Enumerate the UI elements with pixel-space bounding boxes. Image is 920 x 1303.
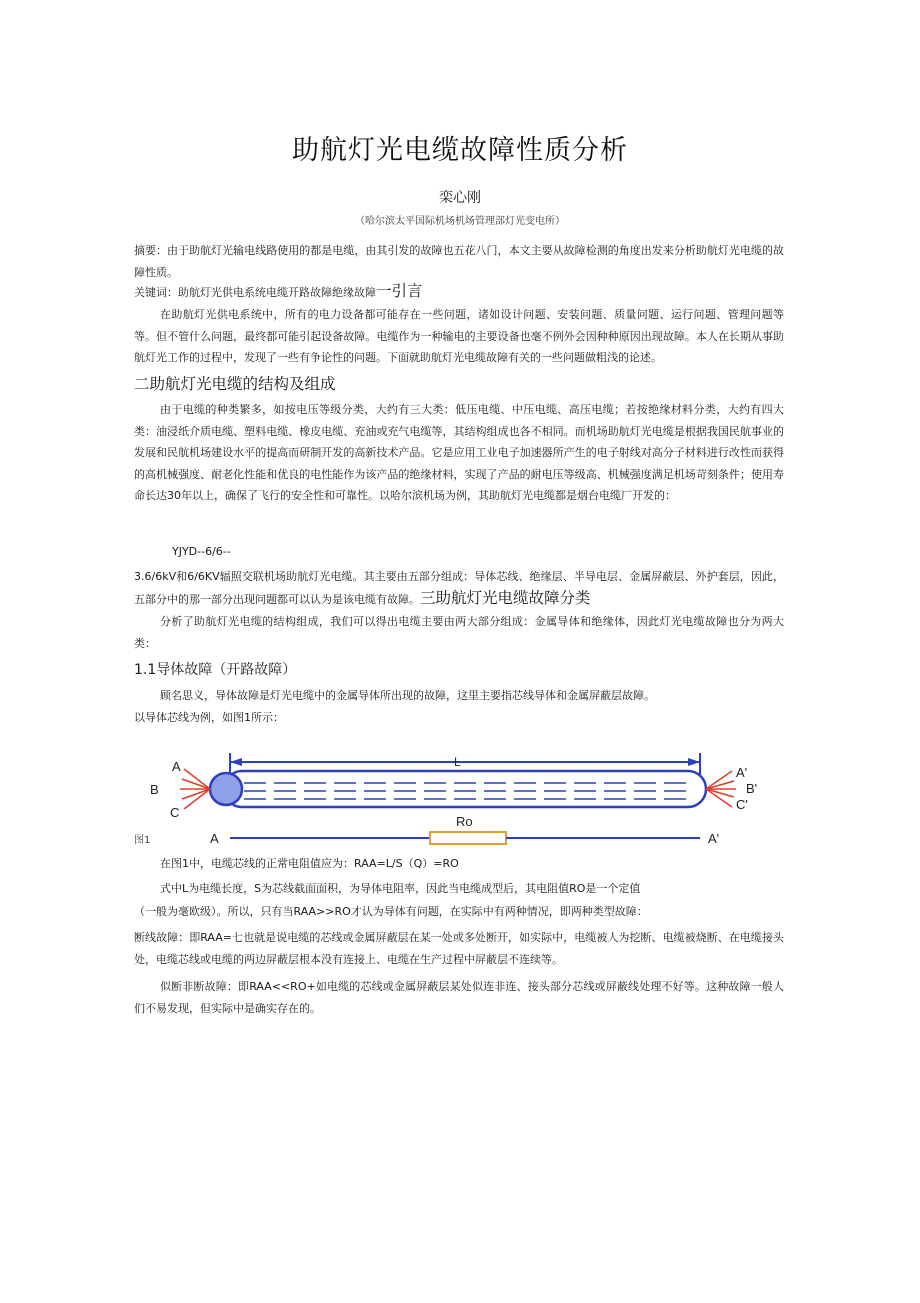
figure-intro: 以导体芯线为例，如图1所示： bbox=[134, 711, 284, 724]
figure-1-cable-diagram bbox=[134, 745, 774, 845]
section-1-paragraph: 在助航灯光供电系统中，所有的电力设备都可能存在一些问题，诸如设计问题、安装问题、质量问题、运行问题、管理问题等等。但不管什么问题，最终都可能引起设备故障。电缆作为一种输电的主要设备也毫不例外会因种种原因出现故障。本人在长期从事助航灯光工作的过程中，发现了一些有争论性的问题。下面就助航灯光电缆故障有关的一些问题做粗浅的论述。 bbox=[134, 308, 784, 364]
label-B-left: B bbox=[150, 782, 159, 797]
label-C-right: C' bbox=[736, 797, 748, 812]
length-arrow-right-head bbox=[688, 758, 700, 766]
length-label: L bbox=[454, 755, 461, 769]
keywords-line bbox=[134, 281, 784, 304]
label-A-right: A' bbox=[736, 765, 748, 780]
label-C-left: C bbox=[170, 805, 180, 820]
break-fault-paragraph: 断线故障：即RAA=七也就是说电缆的芯线或金属屏蔽层在某一处或多处断开，如实际中，电缆被人为挖断、电缆被烧断、在电缆接头处，电缆芯线或电缆的两边屏蔽层根本没有连接上、电缆在生产过程中屏蔽层不连续等。 bbox=[134, 931, 784, 966]
resistance-paragraph: 在图1中，电缆芯线的正常电阻值应为：RAA=L/S（Q）=RO bbox=[160, 857, 459, 870]
page-title: 助航灯光电缆故障性质分析 bbox=[292, 135, 628, 166]
cable-model-paragraph bbox=[134, 566, 784, 610]
keywords: 关键词：助航灯光供电系统电缆开路故障绝缘故障 bbox=[134, 286, 376, 299]
formula-explanation: 式中L为电缆长度，S为芯线截面面积，为导体电阻率，因此当电缆成型后，其电阻值RO是一个定值 bbox=[160, 882, 641, 895]
label-B-right: B' bbox=[746, 781, 758, 796]
formula-explanation-cont: （一般为毫欧级）。所以，只有当RAA>>RO才认为导体有问题，在实际中有两种情况，即两种类型故障： bbox=[134, 905, 648, 918]
subsection-1-1-paragraph: 顾名思义，导体故障是灯光电缆中的金属导体所出现的故障，这里主要指芯线导体和金属屏蔽层故障。 bbox=[160, 689, 655, 702]
section-2-title: 二助航灯光电缆的结构及组成 bbox=[134, 375, 336, 393]
cable-body bbox=[224, 771, 706, 807]
resistor-label: Ro bbox=[456, 814, 473, 829]
bottom-label-A-prime: A' bbox=[708, 831, 720, 845]
section-3-title: 三助航灯光电缆故障分类 bbox=[420, 588, 591, 607]
author: 栾心刚 bbox=[439, 190, 481, 206]
near-break-fault-paragraph: 似断非断故障：即RAA<<RO+如电缆的芯线或金属屏蔽层某处似连非连、接头部分芯线或屏蔽线处理不好等。这种故障一般人们不易发现，但实际中是确实存在的。 bbox=[134, 980, 784, 1015]
affiliation: （哈尔滨太平国际机场机场管理部灯光变电所） bbox=[355, 216, 565, 227]
abstract: 摘要：由于助航灯光输电线路使用的都是电缆，由其引发的故障也五花八门，本文主要从故障检测的角度出发来分析助航灯光电缆的故障性质。 bbox=[134, 244, 784, 279]
resistor bbox=[430, 832, 506, 844]
figure-caption: 图1 bbox=[134, 831, 154, 846]
cable-core-end bbox=[210, 773, 242, 805]
right-red-rays bbox=[706, 771, 736, 807]
bottom-label-A: A bbox=[210, 831, 219, 845]
cable-model: YJYD--6/6-- bbox=[172, 545, 231, 558]
label-A-left: A bbox=[172, 759, 181, 774]
section-1-title: 一引言 bbox=[376, 282, 423, 300]
model-description: 3.6/6kV和6/6KV辐照交联机场助航灯光电缆。其主要由五部分组成：导体芯线、绝缘层、半导电层、金属屏蔽层、外护套层，因此，五部分中的那一部分出现问题都可以认为是该电缆有故障。 bbox=[134, 570, 784, 606]
section-3-paragraph: 分析了助航灯光电缆的结构组成，我们可以得出电缆主要由两大部分组成：金属导体和绝缘体，因此灯光电缆故障也分为两大类： bbox=[134, 615, 784, 650]
left-red-rays bbox=[180, 769, 210, 809]
length-arrow-left-head bbox=[230, 758, 242, 766]
section-2-paragraph: 由于电缆的种类繁多，如按电压等级分类，大约有三大类：低压电缆、中压电缆、高压电缆；若按绝缘材料分类，大约有四大类：油浸纸介质电缆、塑料电缆、橡皮电缆、充油或充气电缆等，其结构组成也各不相同。而机场助航灯光电缆是根据我国民航事业的发展和民航机场建设水平的提高而研制开发的高新技术产品。它是应用工业电子加速器所产生的电子射线对高分子材料进行改性而获得的高机械强度、耐老化性能和优良的电性能作为该产品的绝缘材料，实现了产品的耐电压等级高、机械强度满足机场苛刻条件；使用寿命长达30年以上，确保了飞行的安全性和可靠性。以哈尔滨机场为例，其助航灯光电缆都是烟台电缆厂开发的： bbox=[134, 403, 784, 502]
subsection-1-1-title: 1.1导体故障（开路故障） bbox=[134, 662, 297, 678]
